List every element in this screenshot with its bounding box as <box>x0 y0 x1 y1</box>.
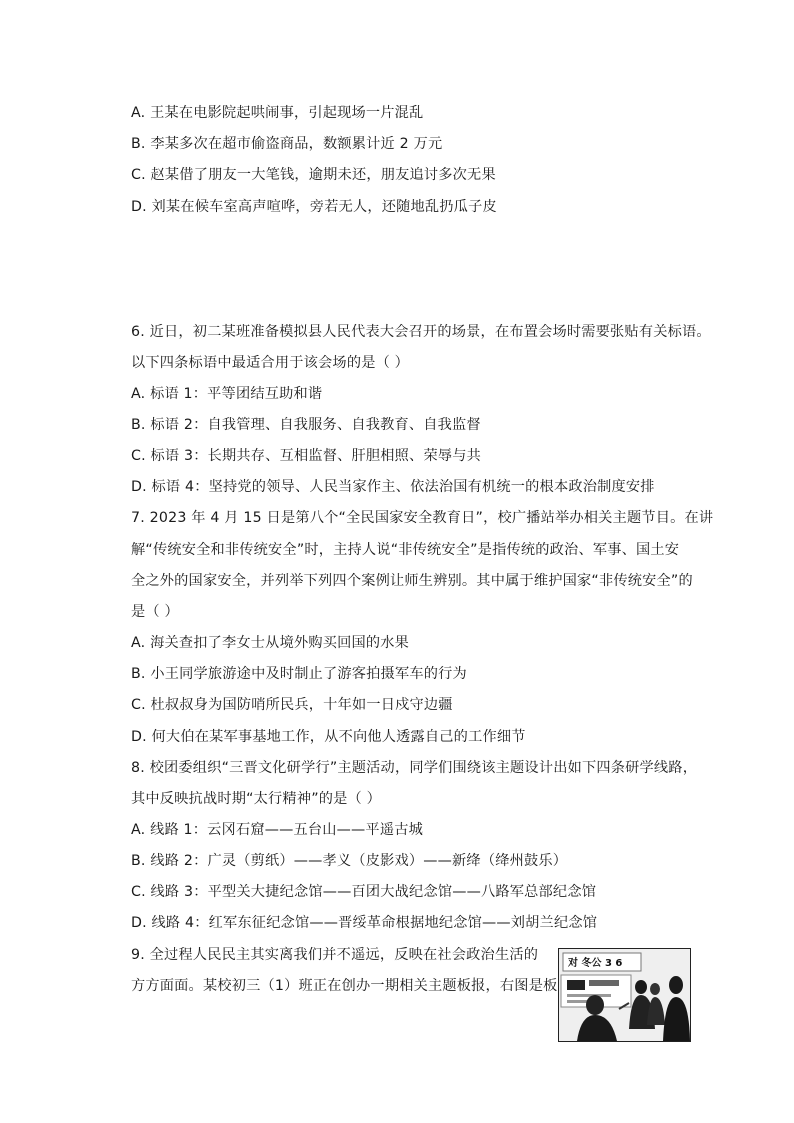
q7-stem-line-3: 全之外的国家安全，并列举下列四个案例让师生辨别。其中属于维护国家“非传统安全”的 <box>131 573 693 589</box>
q7-stem-line-1: 7. 2023 年 4 月 15 日是第八个“全民国家安全教育日”，校广播站举办相关主题节目。在讲 <box>131 510 714 526</box>
q9-illustration <box>558 948 691 1042</box>
q7-option-c: C. 杜叔叔身为国防哨所民兵，十年如一日戍守边疆 <box>131 697 453 713</box>
q5-option-c: C. 赵某借了朋友一大笔钱，逾期未还，朋友追讨多次无果 <box>131 167 496 183</box>
board-sketch-image <box>559 949 690 1041</box>
q6-option-c: C. 标语 3：长期共存、互相监督、肝胆相照、荣辱与共 <box>131 448 481 464</box>
q8-option-a: A. 线路 1：云冈石窟——五台山——平遥古城 <box>131 822 423 838</box>
q7-option-b: B. 小王同学旅游途中及时制止了游客拍摄军车的行为 <box>131 666 467 682</box>
q8-option-c: C. 线路 3：平型关大捷纪念馆——百团大战纪念馆——八路军总部纪念馆 <box>131 884 597 900</box>
q6-option-a: A. 标语 1：平等团结互助和谐 <box>131 386 323 402</box>
q5-option-a: A. 王某在电影院起哄闹事，引起现场一片混乱 <box>131 105 424 121</box>
q6-option-d: D. 标语 4：坚持党的领导、人民当家作主、依法治国有机统一的根本政治制度安排 <box>131 479 655 495</box>
q9-stem-line-2: 方方面面。某校初三（1）班正在创办一期相关主题板报，右图是板 <box>131 978 558 994</box>
q5-option-d: D. 刘某在候车室高声喧哗，旁若无人，还随地乱扔瓜子皮 <box>131 199 497 215</box>
q6-option-b: B. 标语 2：自我管理、自我服务、自我教育、自我监督 <box>131 417 481 433</box>
q9-stem-line-1: 9. 全过程人民民主其实离我们并不遥远，反映在社会政治生活的 <box>131 947 539 963</box>
q6-stem-line-2: 以下四条标语中最适合用于该会场的是（ ） <box>131 355 410 371</box>
q8-option-d: D. 线路 4：红军东征纪念馆——晋绥革命根据地纪念馆——刘胡兰纪念馆 <box>131 915 598 931</box>
q8-stem-line-1: 8. 校团委组织“三晋文化研学行”主题活动，同学们围绕该主题设计出如下四条研学线路， <box>131 760 698 776</box>
q8-stem-line-2: 其中反映抗战时期“太行精神”的是（ ） <box>131 791 382 807</box>
q8-option-b: B. 线路 2：广灵（剪纸）——孝义（皮影戏）——新绛（绛州鼓乐） <box>131 853 568 869</box>
board-caption: 对 冬公 3 6 <box>568 958 623 969</box>
q7-option-a: A. 海关查扣了李女士从境外购买回国的水果 <box>131 635 410 651</box>
q7-stem-line-2: 解“传统安全和非传统安全”时，主持人说“非传统安全”是指传统的政治、军事、国土安 <box>131 542 680 558</box>
q5-option-b: B. 李某多次在超市偷盗商品，数额累计近 2 万元 <box>131 136 443 152</box>
q6-stem-line-1: 6. 近日，初二某班准备模拟县人民代表大会召开的场景，在布置会场时需要张贴有关标语。 <box>131 324 711 340</box>
q7-stem-line-4: 是（ ） <box>131 604 179 620</box>
q7-option-d: D. 何大伯在某军事基地工作，从不向他人透露自己的工作细节 <box>131 729 526 745</box>
